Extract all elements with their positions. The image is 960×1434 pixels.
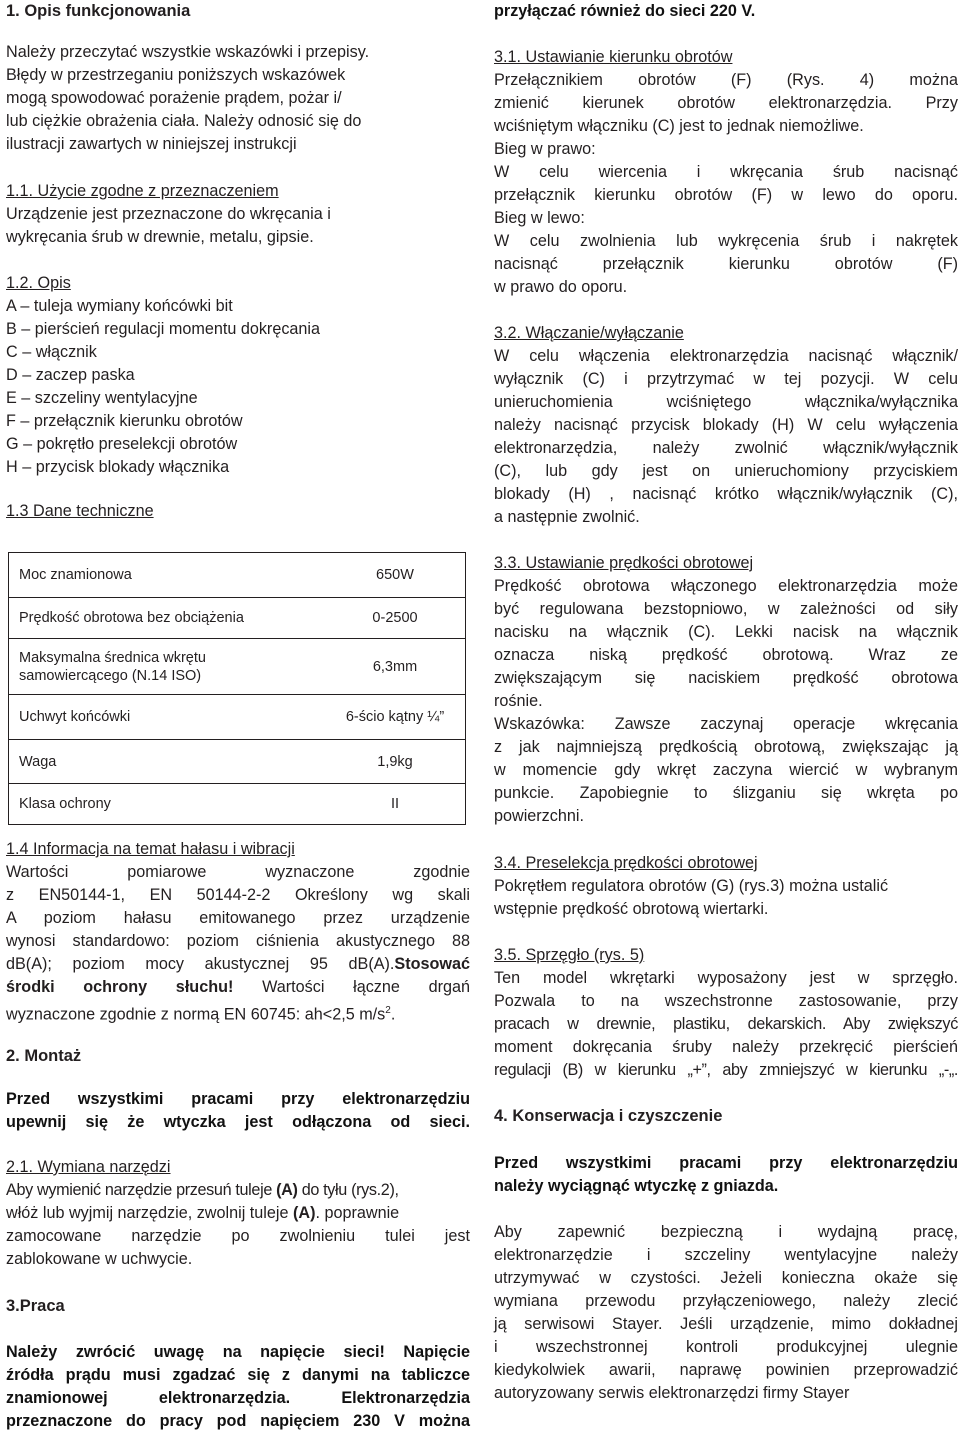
section-1-1: [6, 180, 470, 249]
text-line: z jak najmniejszą prędkością obrotową, zwiększając ją: [494, 738, 958, 756]
spec-key: Moc znamionowa: [9, 553, 326, 598]
text-line: znamionowej elektronarzędzia. Elektronarzędzia: [6, 1389, 470, 1407]
spec-key: Waga: [9, 740, 326, 784]
text-line: Pokrętłem regulatora obrotów (G) (rys.3) można ustalić: [494, 877, 889, 895]
part-item: H – przycisk blokady włącznika: [6, 458, 230, 476]
spec-key: Klasa ochrony: [9, 784, 326, 825]
section-3-4-title: 3.4. Preselekcja prędkości obrotowej: [494, 854, 758, 872]
section-4-warning: [494, 1152, 958, 1198]
text-line: elektronarzędzie i szczeliny wentylacyjne należy: [494, 1246, 958, 1264]
text-line: utrzymywać w czystości. Jeżeli konieczna okaże się: [494, 1269, 958, 1287]
part-item: G – pokrętło preselekcji obrotów: [6, 435, 238, 453]
spec-row: [9, 639, 466, 695]
section-1-2: [6, 272, 470, 479]
section-1-3: [6, 500, 470, 523]
text-bold: Stosować: [394, 955, 470, 973]
section-3-1: [494, 46, 958, 299]
spec-row: [9, 553, 466, 598]
part-item: B – pierścień regulacji momentu dokręcania: [6, 320, 321, 338]
section-2: [6, 1045, 470, 1068]
spec-row: [9, 598, 466, 639]
section-4-text: [494, 1221, 958, 1405]
section-3-5: [494, 944, 958, 1082]
text-span: Aby wymienić narzędzie przesuń tuleje: [6, 1181, 277, 1199]
text-line: wykręcania śrub w drewnie, metalu, gipsie.: [6, 228, 314, 246]
section-3-5-title: 3.5. Sprzęgło (rys. 5): [494, 946, 645, 964]
text-line: mogą spowodować porażenie prądem, pożar i/: [6, 89, 342, 107]
section-3-text: [6, 1341, 470, 1433]
text-line: Należy przeczytać wszystkie wskazówki i przepisy.: [6, 43, 370, 61]
section-1-title: 1. Opis funkcjonowania: [6, 2, 191, 20]
text-line: Wartości pomiarowe wyznaczone zgodnie: [6, 863, 470, 881]
section-1-1-title: 1.1. Użycie zgodne z przeznaczeniem: [6, 182, 279, 200]
spec-value: 650W: [325, 553, 466, 598]
spec-key-text: Maksymalna średnica wkrętu samowiercącego (N.14 ISO): [19, 649, 206, 684]
text-line: a następnie zwolnić.: [494, 508, 640, 526]
text-line: zablokowane w uchwycie.: [6, 1250, 193, 1268]
text-line: punkcie. Zapobiegnie to ślizganiu się wkręta po: [494, 784, 958, 802]
section-3: [6, 1295, 470, 1318]
text-line: w prawo do oporu.: [494, 278, 628, 296]
text-line: elektronarzędzia, należy zwolnić włącznik/wyłącznik: [494, 439, 958, 457]
text-span: wyznaczone zgodnie z normą EN 60745: ah<2,5 m/s: [6, 1005, 386, 1024]
text-line: blokady (H) , nacisnąć krótko włącznik/wyłącznik (C),: [494, 485, 958, 503]
section-3-2: [494, 322, 958, 529]
text-span: do tyłu (rys.2),: [297, 1181, 399, 1199]
section-2-title: 2. Montaż: [6, 1047, 82, 1065]
section-1: [6, 0, 470, 23]
section-4: [494, 1105, 958, 1128]
text-line: [6, 1202, 470, 1225]
text-line: ją serwisowi Stayer. Jeśli urządzenie, mimo dokładnej: [494, 1315, 958, 1333]
section-4-title: 4. Konserwacja i czyszczenie: [494, 1107, 723, 1125]
text-line: W celu włączenia elektronarzędzia nacisnąć włącznik/: [494, 347, 958, 365]
text-line: wstępnie prędkość obrotową wiertarki.: [494, 900, 769, 918]
text-line: wymiana przewodu przyłączeniowego, należy zlecić: [494, 1292, 958, 1310]
text-line: Pozwala to na wszechstronne zastosowanie, przy: [494, 992, 958, 1010]
text-line: być regulowana bezstopniowo, w zależności od siły: [494, 600, 958, 618]
text-line: Prędkość obrotowa włączonego elektronarzędzia może: [494, 577, 958, 595]
text-span: włóż lub wyjmij narzędzie, zwolnij tuleje: [6, 1204, 293, 1222]
text-line: w momencie gdy wkręt zaczyna wiercić w wybranym: [494, 761, 958, 779]
text-line: [6, 999, 470, 1022]
section-3-continuation: [494, 0, 958, 23]
text-line: należy nacisnąć przycisk blokady (H) W celu wyłączenia: [494, 416, 958, 434]
text-line: Należy zwrócić uwagę na napięcie sieci! Napięcie: [6, 1343, 470, 1361]
text-line: wynosi standardowo: poziom ciśnienia akustycznego 88: [6, 932, 470, 950]
text-line: lub ciężkie obrażenia ciała. Należy odnosić się do: [6, 112, 362, 130]
part-item: C – włącznik: [6, 343, 97, 361]
warning-line: upewnij się że wtyczka jest odłączona od sieci.: [6, 1113, 470, 1131]
text-line: Aby zapewnić bezpieczną i wydajną pracę,: [494, 1223, 958, 1241]
text-line: przełącznik kierunku obrotów (F) w lewo do oporu.: [494, 186, 958, 204]
text-line: wyłącznik (C) i przytrzymać w tej pozycji. W celu: [494, 370, 958, 388]
text-line: przyłączać również do sieci 220 V.: [494, 2, 756, 20]
text-line: Ten model wkrętarki wyposażony jest w sprzęgło.: [494, 969, 958, 987]
text-span: Wartości łączne drgań: [233, 978, 470, 996]
text-line: kiedykolwiek awarii, naprawę powinien przeprowadzić: [494, 1361, 958, 1379]
section-1-4-title: 1.4 Informacja na temat hałasu i wibracji: [6, 840, 295, 858]
section-3-3-title: 3.3. Ustawianie prędkości obrotowej: [494, 554, 754, 572]
spec-key: Uchwyt końcówki: [9, 695, 326, 740]
text-line: powierzchni.: [494, 807, 584, 825]
text-bold: (A): [276, 1181, 298, 1199]
text-line: zwiększającym się naciskiem prędkość obrotowa: [494, 669, 958, 687]
superscript: 2: [385, 1005, 391, 1016]
spec-row: [9, 740, 466, 784]
section-3-2-title: 3.2. Włączanie/wyłączanie: [494, 324, 684, 342]
section-1-text: [6, 41, 470, 156]
text-bold: (A): [293, 1204, 316, 1222]
section-2-1-title: 2.1. Wymiana narzędzi: [6, 1158, 171, 1176]
text-line: oznacza niską prędkość obrotową. Wraz ze: [494, 646, 958, 664]
text-bold: środki ochrony słuchu!: [6, 978, 234, 996]
text-line: i wszechstronnej kontroli produkcyjnej ulegnie: [494, 1338, 958, 1356]
warning-line: Przed wszystkimi pracami przy elektronarzędziu: [6, 1090, 470, 1108]
text-line: przeznaczone do pracy pod napięciem 230 V można: [6, 1412, 470, 1430]
section-2-1: [6, 1156, 470, 1271]
spec-key: [9, 639, 326, 695]
text-line: wciśniętym włączniku (C) jest to jednak niemożliwe.: [494, 117, 864, 135]
spec-key: Prędkość obrotowa bez obciążenia: [9, 598, 326, 639]
section-2-warning: [6, 1088, 470, 1134]
spec-value: II: [325, 784, 466, 825]
spec-table: [8, 552, 466, 825]
text-line: źródła prądu musi zgadzać się z danymi na tabliczce: [6, 1366, 470, 1384]
text-line: [6, 953, 470, 976]
text-line: Przełącznikiem obrotów (F) (Rys. 4) można: [494, 71, 958, 89]
section-3-title: 3.Praca: [6, 1297, 65, 1315]
section-3-4: [494, 852, 958, 921]
section-1-4: [6, 838, 470, 1022]
spec-row: [9, 695, 466, 740]
text-span: dB(A); poziom mocy akustycznej 95 dB(A).: [6, 955, 395, 973]
text-line: A poziom hałasu emitowanego przez urządzenie: [6, 909, 470, 927]
text-line: Wskazówka: Zawsze zaczynaj operacje wkręcania: [494, 715, 958, 733]
text-line: nacisku na włącznik (C). Lekki nacisk na włącznik: [494, 623, 958, 641]
text-line: W celu zwolnienia lub wykręcenia śrub i nakrętek: [494, 232, 958, 250]
text-line: ilustracji zawartych w niniejszej instrukcji: [6, 135, 297, 153]
text-line: unieruchomienia wciśniętego włącznika/wyłącznika: [494, 393, 958, 411]
text-line: [6, 1179, 470, 1202]
spec-value: 0-2500: [325, 598, 466, 639]
part-item: A – tuleja wymiany końcówki bit: [6, 297, 233, 315]
warning-line: Przed wszystkimi pracami przy elektronarzędziu: [494, 1154, 958, 1172]
text-span: . poprawnie: [315, 1204, 400, 1222]
text-line: rośnie.: [494, 692, 543, 710]
text-line: Bieg w prawo:: [494, 140, 596, 158]
section-1-2-title: 1.2. Opis: [6, 274, 71, 292]
warning-line: należy wyciągnąć wtyczkę z gniazda.: [494, 1177, 779, 1195]
text-line: pracach w drewnie, plastiku, dekarskich. Aby zwiększyć: [494, 1015, 958, 1033]
text-line: Urządzenie jest przeznaczone do wkręcania i: [6, 205, 331, 223]
part-item: D – zaczep paska: [6, 366, 135, 384]
text-line: (C), lub gdy jest on unieruchomiony przyciskiem: [494, 462, 958, 480]
text-line: z EN50144-1, EN 50144-2-2 Określony wg skali: [6, 886, 470, 904]
text-line: nacisnąć przełącznik kierunku obrotów (F): [494, 255, 958, 273]
section-3-1-title: 3.1. Ustawianie kierunku obrotów: [494, 48, 733, 66]
text-span: .: [390, 1005, 396, 1024]
spec-value: 1,9kg: [325, 740, 466, 784]
text-line: regulacji (B) w kierunku „+”, aby zmniejszyć w kierunku „-„.: [494, 1061, 958, 1079]
text-line: moment dokręcania śruby należy przekręcić pierścień: [494, 1038, 958, 1056]
part-item: F – przełącznik kierunku obrotów: [6, 412, 243, 430]
text-line: W celu wiercenia i wkręcania śrub nacisnąć: [494, 163, 958, 181]
section-1-3-title: 1.3 Dane techniczne: [6, 502, 154, 520]
text-line: Bieg w lewo:: [494, 209, 585, 227]
spec-value: 6-ścio kątny ¼”: [325, 695, 466, 740]
spec-row: [9, 784, 466, 825]
section-3-3: [494, 552, 958, 828]
text-line: [6, 976, 470, 999]
text-line: Błędy w przestrzeganiu poniższych wskazówek: [6, 66, 346, 84]
text-line: autoryzowany serwis elektronarzędzi firmy Stayer: [494, 1384, 850, 1402]
part-item: E – szczeliny wentylacyjne: [6, 389, 198, 407]
spec-value: 6,3mm: [325, 639, 466, 695]
text-line: zmienić kierunek obrotów elektronarzędzia. Przy: [494, 94, 958, 112]
text-line: zamocowane narzędzie po zwolnieniu tulei jest: [6, 1227, 470, 1245]
